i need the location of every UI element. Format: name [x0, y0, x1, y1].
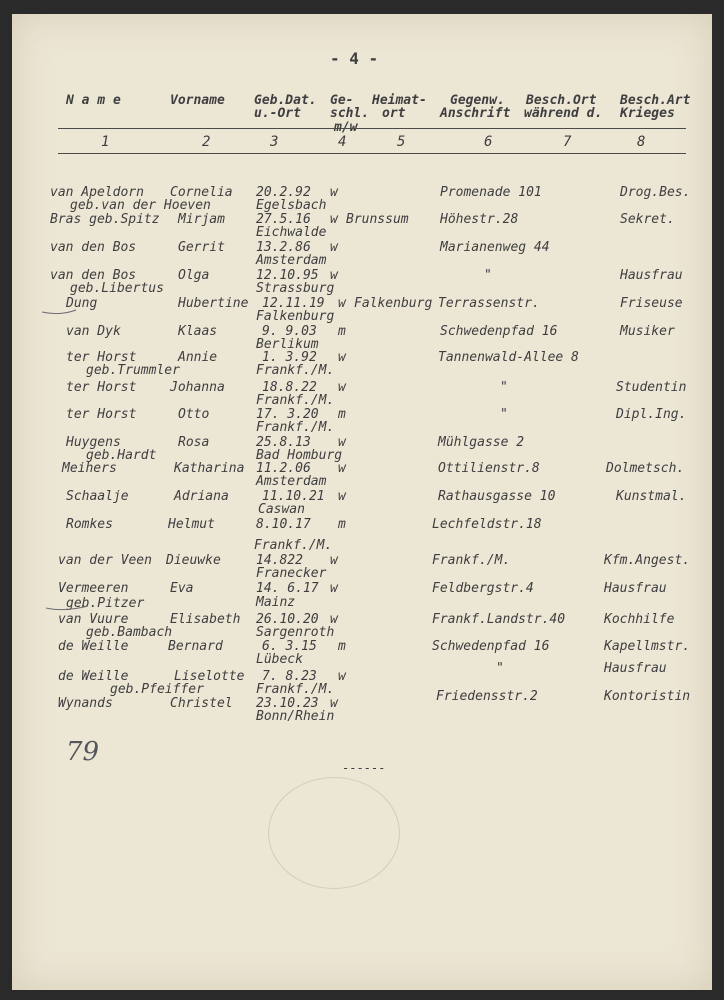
sex-cell: w	[330, 553, 338, 568]
anschrift-cell: Frankf.Landstr.40	[432, 612, 566, 627]
vorname-cell: Gerrit	[178, 240, 225, 255]
name-cell: van Vuure	[58, 612, 129, 627]
maiden-name-cell: geb.Hardt	[86, 448, 157, 463]
anschrift-cell: Feldbergstr.4	[432, 581, 534, 596]
vorname-cell: Elisabeth	[170, 612, 241, 627]
header-name: N a m e	[66, 93, 121, 108]
header-geschl-line3: m/w	[334, 120, 358, 135]
name-cell: Wynands	[58, 696, 113, 711]
column-number: 2	[202, 134, 211, 150]
column-number: 6	[484, 134, 493, 150]
vorname-cell: Katharina	[174, 461, 245, 476]
sex-cell: w	[330, 212, 338, 227]
maiden-name-cell: geb.Pfeiffer	[110, 682, 204, 697]
beruf-cell: Kapellmstr.	[604, 639, 691, 654]
column-number: 7	[563, 134, 572, 150]
beruf-cell: Kontoristin	[604, 689, 691, 704]
sex-cell: w	[330, 240, 338, 255]
birth-date-cell: 18.8.22	[262, 380, 317, 395]
beruf-cell: Kunstmal.	[616, 489, 687, 504]
name-cell: ter Horst	[66, 407, 137, 422]
birth-date-cell: 13.2.86	[256, 240, 311, 255]
beruf-cell: Kfm.Angest.	[604, 553, 691, 568]
birth-place-cell: Frankf./M.	[256, 420, 335, 435]
vorname-cell: Olga	[178, 268, 210, 283]
beruf-cell: Drog.Bes.	[620, 185, 691, 200]
birth-date-cell: 12.11.19	[262, 296, 325, 311]
vorname-cell: Helmut	[168, 517, 215, 532]
beruf-cell: Hausfrau	[604, 581, 667, 596]
birth-place-cell: Franecker	[256, 566, 327, 581]
sex-cell: w	[338, 461, 346, 476]
header-beschort-line1: Besch.Ort	[526, 93, 597, 108]
heimat-cell: Falkenburg	[354, 296, 433, 311]
sex-cell: w	[338, 296, 346, 311]
birth-place-cell: Lübeck	[256, 652, 303, 667]
vorname-cell: Bernard	[168, 639, 223, 654]
vorname-cell: Otto	[178, 407, 210, 422]
header-beschart-line2: Krieges	[620, 106, 675, 121]
header-geb-line1: Geb.Dat.	[254, 93, 317, 108]
vorname-cell: Klaas	[178, 324, 218, 339]
anschrift-cell: "	[496, 661, 504, 676]
anschrift-cell: Marianenweg 44	[440, 240, 550, 255]
vorname-cell: Dieuwke	[166, 553, 221, 568]
birth-date-cell: 26.10.20	[256, 612, 319, 627]
name-cell: ter Horst	[66, 380, 137, 395]
name-cell: van der Veen	[58, 553, 152, 568]
sex-cell: w	[338, 489, 346, 504]
anschrift-cell: Terrassenstr.	[438, 296, 540, 311]
footer-dashes: ------	[342, 761, 386, 775]
maiden-name-cell: geb.Libertus	[70, 281, 164, 296]
header-geschl-line2: schl.	[330, 106, 370, 121]
birth-place-cell: Amsterdam	[256, 474, 327, 489]
header-beschort-line2: während d.	[524, 106, 603, 121]
header-rule-bottom	[58, 153, 686, 154]
birth-date-cell: 1. 3.92	[262, 350, 317, 365]
beruf-cell: Hausfrau	[620, 268, 683, 283]
beruf-cell: Musiker	[620, 324, 675, 339]
birth-date-cell: 11.2.06	[256, 461, 311, 476]
name-cell: Schaalje	[66, 489, 129, 504]
beruf-cell: Dolmetsch.	[606, 461, 685, 476]
birth-place-cell: Egelsbach	[256, 198, 327, 213]
birth-date-cell: 7. 8.23	[262, 669, 317, 684]
anschrift-cell: Tannenwald-Allee 8	[438, 350, 579, 365]
anschrift-cell: Schwedenpfad 16	[440, 324, 558, 339]
header-heimat-line2: ort	[382, 106, 406, 121]
name-cell: van Apeldorn	[50, 185, 144, 200]
handwritten-page-note: 79	[66, 737, 100, 767]
birth-date-cell: 14.822	[256, 553, 303, 568]
birth-place-cell: Bonn/Rhein	[256, 709, 335, 724]
header-gegenw-line1: Gegenw.	[450, 93, 505, 108]
beruf-cell: Sekret.	[620, 212, 675, 227]
birth-place-cell: Frankf./M.	[256, 363, 335, 378]
faint-stamp-outline	[268, 777, 400, 889]
header-gegenw-line2: Anschrift	[440, 106, 511, 121]
beruf-cell: Hausfrau	[604, 661, 667, 676]
birth-date-cell: 27.5.16	[256, 212, 311, 227]
birth-date-cell: 23.10.23	[256, 696, 319, 711]
column-number: 8	[637, 134, 646, 150]
name-cell: Romkes	[66, 517, 113, 532]
name-cell: Bras geb.Spitz	[50, 212, 160, 227]
beruf-cell: Friseuse	[620, 296, 683, 311]
vorname-cell: Eva	[170, 581, 194, 596]
vorname-cell: Hubertine	[178, 296, 249, 311]
birth-place-cell: Mainz	[256, 595, 296, 610]
header-geb-line2: u.-Ort	[254, 106, 301, 121]
birth-date-cell: 12.10.95	[256, 268, 319, 283]
sex-cell: w	[338, 350, 346, 365]
anschrift-cell: "	[484, 268, 492, 283]
anschrift-cell: Rathausgasse 10	[438, 489, 556, 504]
birth-place-cell: Falkenburg	[256, 309, 335, 324]
vorname-cell: Liselotte	[174, 669, 245, 684]
vorname-cell: Annie	[178, 350, 218, 365]
anschrift-cell: Ottilienstr.8	[438, 461, 540, 476]
vorname-cell: Adriana	[174, 489, 229, 504]
anschrift-cell: Mühlgasse 2	[438, 435, 525, 450]
anschrift-cell: Friedensstr.2	[436, 689, 538, 704]
sex-cell: m	[338, 517, 346, 532]
column-number: 1	[101, 134, 110, 150]
header-vorname: Vorname	[170, 93, 225, 108]
birth-place-cell: Frankf./M.	[256, 393, 335, 408]
maiden-name-cell: geb.Bambach	[86, 625, 173, 640]
sex-cell: w	[330, 581, 338, 596]
name-cell: de Weille	[58, 669, 129, 684]
birth-date-cell: 6. 3.15	[262, 639, 317, 654]
birth-date-cell: 14. 6.17	[256, 581, 319, 596]
header-geschl-line1: Ge-	[330, 93, 354, 108]
sex-cell: w	[330, 696, 338, 711]
name-cell: van den Bos	[50, 240, 137, 255]
birth-place-cell: Frankf./M.	[254, 538, 333, 553]
birth-place-cell: Sargenroth	[256, 625, 335, 640]
header-heimat-line1: Heimat-	[372, 93, 427, 108]
beruf-cell: Studentin	[616, 380, 687, 395]
anschrift-cell: Schwedenpfad 16	[432, 639, 550, 654]
sex-cell: w	[338, 669, 346, 684]
birth-place-cell: Berlikum	[256, 337, 319, 352]
maiden-name-cell: geb.Trummler	[86, 363, 180, 378]
name-cell: Vermeeren	[58, 581, 129, 596]
sex-cell: m	[338, 407, 346, 422]
birth-date-cell: 8.10.17	[256, 517, 311, 532]
page-number: - 4 -	[330, 49, 379, 68]
name-cell: Dung	[66, 296, 98, 311]
sex-cell: w	[330, 185, 338, 200]
name-cell: ter Horst	[66, 350, 137, 365]
pencil-underline-marks	[40, 300, 120, 630]
birth-date-cell: 9. 9.03	[262, 324, 317, 339]
column-number: 3	[270, 134, 279, 150]
maiden-name-cell: geb.van der Hoeven	[70, 198, 211, 213]
header-beschart-line1: Besch.Art	[620, 93, 691, 108]
name-cell: Meihers	[62, 461, 117, 476]
anschrift-cell: "	[500, 407, 508, 422]
birth-date-cell: 17. 3.20	[256, 407, 319, 422]
sex-cell: w	[338, 435, 346, 450]
name-cell: Huygens	[66, 435, 121, 450]
sex-cell: w	[330, 612, 338, 627]
maiden-name-cell: geb.Pitzer	[66, 596, 145, 611]
birth-date-cell: 20.2.92	[256, 185, 311, 200]
sex-cell: w	[330, 268, 338, 283]
column-number: 5	[397, 134, 406, 150]
name-cell: de Weille	[58, 639, 129, 654]
birth-place-cell: Caswan	[258, 502, 305, 517]
birth-place-cell: Amsterdam	[256, 253, 327, 268]
vorname-cell: Johanna	[170, 380, 225, 395]
column-number: 4	[338, 134, 347, 150]
birth-date-cell: 25.8.13	[256, 435, 311, 450]
header-rule-top	[58, 128, 686, 129]
vorname-cell: Rosa	[178, 435, 210, 450]
birth-place-cell: Eichwalde	[256, 225, 327, 240]
beruf-cell: Kochhilfe	[604, 612, 675, 627]
birth-place-cell: Frankf./M.	[256, 682, 335, 697]
heimat-cell: Brunssum	[346, 212, 409, 227]
birth-place-cell: Bad Homburg	[256, 448, 343, 463]
beruf-cell: Dipl.Ing.	[616, 407, 687, 422]
vorname-cell: Cornelia	[170, 185, 233, 200]
anschrift-cell: "	[500, 380, 508, 395]
name-cell: van den Bos	[50, 268, 137, 283]
sex-cell: m	[338, 324, 346, 339]
birth-place-cell: Strassburg	[256, 281, 335, 296]
birth-date-cell: 11.10.21	[262, 489, 325, 504]
name-cell: van Dyk	[66, 324, 121, 339]
vorname-cell: Mirjam	[178, 212, 225, 227]
anschrift-cell: Frankf./M.	[432, 553, 511, 568]
anschrift-cell: Lechfeldstr.18	[432, 517, 542, 532]
anschrift-cell: Höhestr.28	[440, 212, 519, 227]
sex-cell: m	[338, 639, 346, 654]
vorname-cell: Christel	[170, 696, 233, 711]
anschrift-cell: Promenade 101	[440, 185, 542, 200]
sex-cell: w	[338, 380, 346, 395]
